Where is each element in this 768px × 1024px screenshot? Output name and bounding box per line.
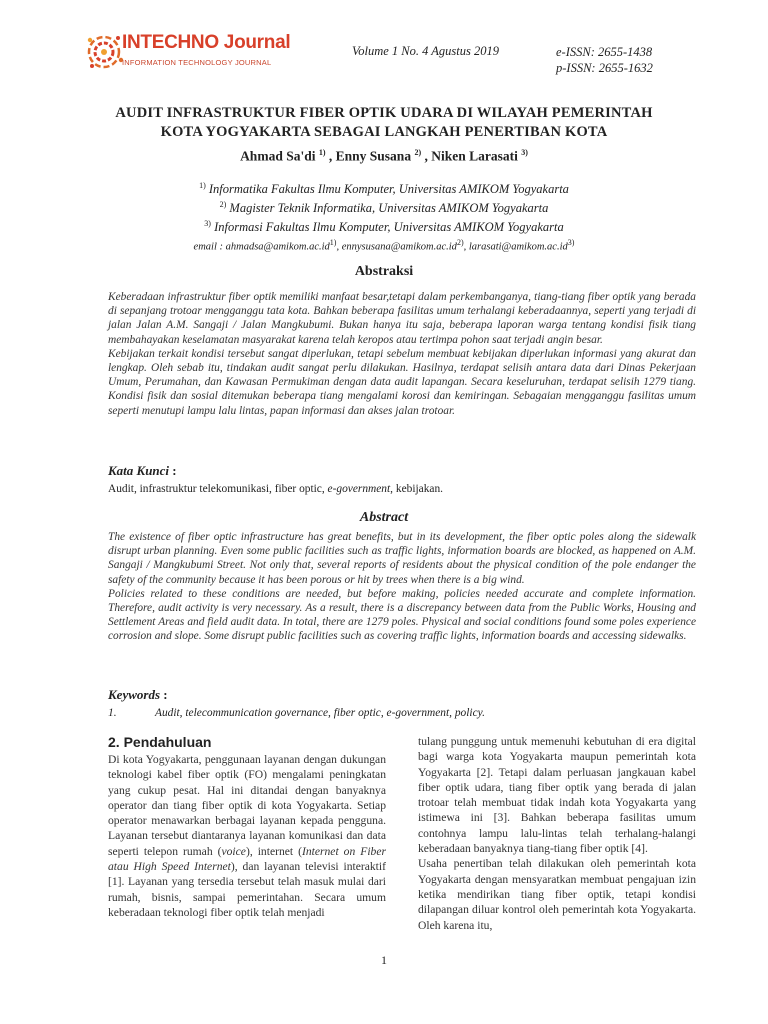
affiliation-text: Informatika Fakultas Ilmu Komputer, Universitas AMIKOM Yogyakarta [208, 182, 569, 197]
kata-kunci-label: Kata Kunci [108, 463, 170, 478]
abstract-heading: Abstract [359, 510, 409, 525]
kata-kunci-part: , kebijakan. [390, 483, 443, 495]
author-separator: , [328, 148, 333, 164]
intro-text-italic: Internet on Fiber atau High Speed Internet [108, 844, 387, 874]
abstract-body [108, 530, 696, 644]
affiliation-list [60, 178, 708, 256]
abstraksi-heading: Abstraksi [354, 264, 414, 279]
affiliation [60, 216, 708, 235]
intro-paragraph: Usaha penertiban telah dilakukan oleh pemerintah kota Yogyakarta dengan mensyaratkan membuat pengajuan izin ketika mendirikan tiang fiber optik, tetapi kondisi dilapangan diluar kontrol oleh pemerintah kota Yogyakarta. Oleh karena itu, [418, 857, 696, 932]
email-line [60, 235, 708, 256]
title-line-2: KOTA YOGYAKARTA SEBAGAI LANGKAH PENERTIBAN KOTA [160, 124, 608, 140]
author-mark: 2) [414, 148, 422, 157]
keywords-colon: : [160, 687, 168, 702]
intro-text: ), internet ( [245, 844, 302, 858]
pissn: p-ISSN: 2655-1632 [556, 61, 653, 75]
author-name: Enny Susana [335, 148, 412, 164]
intro-right-column [418, 734, 696, 933]
abstract-paragraph: Policies related to these conditions are needed, but before making, policies needed accurate and complete information. Therefore, audit activity is very necessary. As a result, there is a discrepancy between data from the Public Works, Housing and Settlement Areas and field audit data. In total, there are 1279 poles. Physical and social conditions found some poles experience corrosion and slope. Some disrupt public facilities such as covering traffic lights, information boards and accessing sidewalks. [108, 587, 696, 643]
kata-kunci-colon: : [169, 463, 177, 478]
email-mark: 2) [456, 238, 464, 248]
journal-logo [82, 30, 302, 80]
intro-text: Di kota Yogyakarta, penggunaan layanan dengan dukungan teknologi kabel fiber optik (FO) mengalami peningkatan yang cukup pesat. Hal ini ditandai dengan banyaknya operator dan tiang fiber optik di kota Yogyakarta. Setiap operator menawarkan berbagai layanan kepada pengguna. Layanan tersebut diantaranya layanan komunikasi dan data seperti telepon rumah ( [108, 753, 386, 858]
affiliation-mark: 3) [204, 219, 211, 229]
author-separator: , [424, 148, 428, 164]
kata-kunci-part: e-government [327, 483, 391, 495]
kata-kunci-part: Audit, infrastruktur telekomunikasi, fiber optic, [108, 483, 328, 495]
affiliation-text: Magister Teknik Informatika, Universitas AMIKOM Yogyakarta [229, 201, 549, 216]
keywords-heading [108, 687, 168, 703]
keywords-number: 1. [108, 707, 117, 719]
email-mark: 3) [567, 238, 575, 248]
affiliation-text: Informasi Fakultas Ilmu Komputer, Universitas AMIKOM Yogyakarta [214, 220, 564, 235]
abstraksi-body [108, 290, 696, 418]
author-name: Niken Larasati [431, 148, 518, 164]
email-2: , ennysusana@amikom.ac.id [336, 241, 457, 253]
affiliation-mark: 1) [199, 181, 206, 190]
intro-paragraph [108, 752, 386, 920]
affiliation-mark: 2) [219, 200, 227, 210]
intro-text: ), dan layanan televisi interaktif [1]. Layanan yang tersedia tersebut telah masuk mulai dari rumah, bisnis, sampai pemerintahan. Secara umum keberadaan teknologi fiber optik telah menjadi [108, 860, 386, 919]
intro-text-italic: voice [221, 844, 246, 858]
email-mark: 1) [329, 238, 337, 248]
volume-info: Volume 1 No. 4 Agustus 2019 [352, 44, 499, 58]
abstraksi-paragraph: Keberadaan infrastruktur fiber optik memiliki manfaat besar,tetapi dalam perkembanganya, tiang-tiang fiber optik yang berada di sepanjang trotoar mengganggu tata kota. Bahkan beberapa fasilitas umum terhalangi keberadaannya, seperti yang terjadi di jalan Jalan A.M. Sangaji / Jalan Mangkubumi. Bukan hanya itu saja, beberapa laporan warga tentang kondisi fisik tiang membahayakan keselamatan masyarakat karena telah keropos atau tertimpa pohon saat terjadi angin besar. [108, 291, 696, 346]
page-number: 1 [381, 953, 387, 967]
eissn: e-ISSN: 2655-1438 [556, 45, 653, 59]
author-mark: 1) [318, 148, 326, 157]
issn-info [556, 44, 653, 76]
intro-left-column [108, 752, 386, 920]
author-list [60, 148, 708, 165]
kata-kunci-text [108, 483, 696, 495]
affiliation [60, 197, 708, 216]
title-line-1: AUDIT INFRASTRUKTUR FIBER OPTIK UDARA DI WILAYAH PEMERINTAH [115, 105, 653, 121]
author-name: Ahmad Sa'di [240, 148, 316, 164]
author-mark: 3) [521, 148, 528, 157]
email-3: , larasati@amikom.ac.id [463, 241, 568, 253]
journal-name: INTECHNO Journal [122, 32, 291, 53]
journal-subtitle: INFORMATION TECHNOLOGY JOURNAL [122, 58, 272, 67]
paper-title [60, 104, 708, 142]
kata-kunci-heading [108, 463, 177, 479]
section-heading-pendahuluan: 2. Pendahuluan [108, 734, 212, 750]
intro-paragraph: tulang punggung untuk memenuhi kebutuhan di era digital bagi warga kota Yogyakarta maupun pemerintah kota Yogyakarta [2]. Tetapi dalam perluasan jangkauan kabel fiber optik udara, tiang fiber optik yang berada di jalan trotoar telah membuat tidak indah kota Yogyakarta yang istimewa ini [3]. Bahkan beberapa fasilitas umum contohnya lampu lalu-lintas telah terhalang-halangi keberadaan banyaknya tiang-tiang fiber optik [4]. [418, 735, 696, 856]
keywords-text: Audit, telecommunication governance, fiber optic, e-government, policy. [155, 707, 485, 719]
affiliation [60, 178, 708, 197]
abstraksi-paragraph: Kebijakan terkait kondisi tersebut sangat diperlukan, tetapi sebelum membuat kebijakan diperlukan informasi yang akurat dan lengkap. Oleh sebab itu, tindakan audit sangat perlu dilakukan. Hasilnya, terdapat selisih antara data dari Dinas Pekerjaan Umum, Perumahan, dan Kawasan Permukiman dengan data audit lapangan. Secara keseluruhan, terdapat selisih 1279 tiang. Kondisi fisik dan sosial ditemukan beberapa tiang mengalami korosi dan kemiringan. Sebagaian mengganggu fasilitas umum seperti menutupi lampu lalu lintas, papan informasi dan akses jalan trotoar. [108, 347, 696, 417]
keywords-label: Keywords [108, 687, 160, 702]
email-1: email : ahmadsa@amikom.ac.id [193, 241, 330, 253]
abstract-paragraph: The existence of fiber optic infrastructure has great benefits, but in its development, the fiber optic poles along the sidewalk disrupt urban planning. Even some public facilities such as traffic lights, information boards are blocked, as happened on A.M. Sangaji / Mangkubumi Street. Not only that, several reports of residents about the physical condition of the pole endanger the safety of the community because it has been porous or hit by trees when there is a big wind. [108, 531, 696, 586]
